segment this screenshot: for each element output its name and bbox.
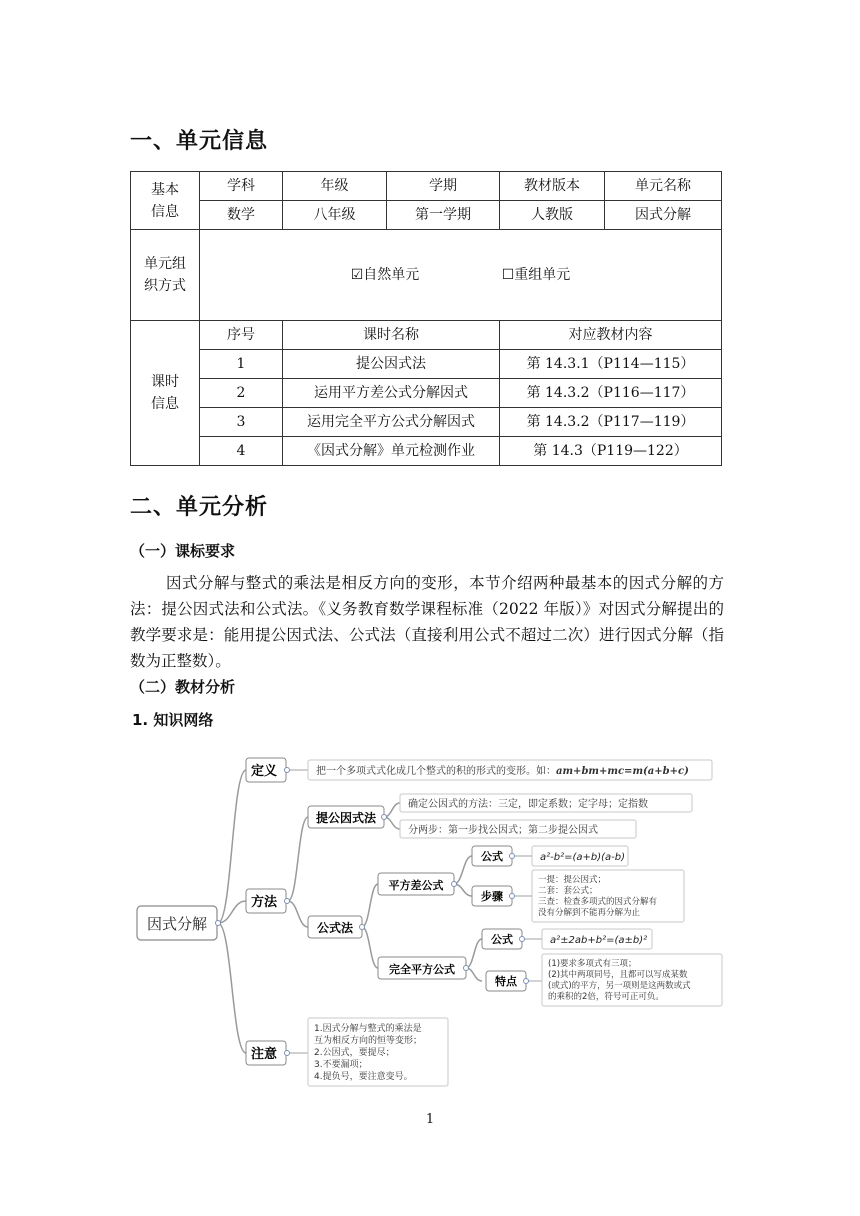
- value-cell: 人教版: [500, 201, 605, 230]
- diff-squares-node: 平方差公式: [388, 879, 444, 892]
- common-factor-note-2: 分两步：第一步找公因式；第二步提公因式: [408, 825, 598, 836]
- subsection-title-curriculum: （一）课标要求: [130, 542, 236, 560]
- header-cell: 年级: [283, 172, 387, 201]
- lesson-header-cell: 序号: [200, 321, 283, 350]
- common-factor-note-1: 确定公因式的方法：三定，即定系数；定字母；定指数: [408, 799, 648, 810]
- curriculum-paragraph: 因式分解与整式的乘法是相反方向的变形，本节介绍两种最基本的因式分解的方法：提公因式法和公式法。《义务教育数学课程标准（2022 年版）》对因式分解提出的教学要求是：能用提公因式法、公式法（直接利用公式不超过二次）进行因式分解（指数为正整数）。: [130, 574, 724, 670]
- table-row: 4 《因式分解》单元检测作业 第 14.3（P119—122）: [131, 437, 722, 466]
- value-cell: 因式分解: [605, 201, 722, 230]
- lesson-header-cell: 对应教材内容: [500, 321, 722, 350]
- ps-formula: a²±2ab+b²=(a±b)²: [550, 935, 648, 946]
- value-cell: 八年级: [283, 201, 387, 230]
- header-cell: 学科: [200, 172, 283, 201]
- header-cell: 教材版本: [500, 172, 605, 201]
- table-row: 2 运用平方差公式分解因式 第 14.3.2（P116—117）: [131, 379, 722, 408]
- perfect-square-node: 完全平方公式: [389, 963, 455, 976]
- method-node: 方法: [250, 895, 278, 910]
- page-number: 1: [425, 1112, 435, 1127]
- definition-formula: am+bm+mc=m(a+b+c): [556, 766, 689, 777]
- common-factor-node: 提公因式法: [315, 811, 377, 825]
- header-cell: 学期: [387, 172, 500, 201]
- ds-steps-label: 步骤: [481, 890, 503, 903]
- svg-text:把一个多项式式化成几个整式的积的形式的变形。如：am+bm+: [316, 764, 689, 777]
- header-cell: 单元名称: [605, 172, 722, 201]
- section-title-unit-info: 一、单元信息: [130, 129, 269, 154]
- ps-formula-label: 公式: [491, 933, 513, 946]
- definition-text: 把一个多项式式化成几个整式的积的形式的变形。如：: [316, 766, 556, 777]
- natural-unit-option: ☑自然单元: [350, 267, 420, 283]
- org-label: 单元组织方式: [131, 230, 200, 321]
- root-node: 因式分解: [146, 915, 208, 933]
- regroup-unit-option: ☐重组单元: [501, 267, 571, 283]
- value-cell: 数学: [200, 201, 283, 230]
- value-cell: 第一学期: [387, 201, 500, 230]
- notes-node: 注意: [250, 1047, 278, 1062]
- lesson-header-cell: 课时名称: [283, 321, 500, 350]
- ds-steps: 一提：提公因式； 二套：套公式； 三查：检查多项式的因式分解有 没有分解到不能再分解为止: [538, 875, 658, 918]
- ps-features: (1)要求多项式有三项； (2)其中两项同号，且都可以写成某数 (或式)的平方，另一项则是这两数或式 的乘积的2倍，符号可正可负。: [548, 959, 691, 1002]
- basic-info-label: 基本信息: [131, 172, 200, 230]
- ds-formula: a²-b²=(a+b)(a-b): [540, 852, 626, 863]
- section-title-unit-analysis: 二、单元分析: [130, 495, 269, 520]
- table-row: 3 运用完全平方公式分解因式 第 14.3.2（P117—119）: [131, 408, 722, 437]
- subsection-title-knowledge-network: 1. 知识网络: [132, 711, 214, 729]
- lesson-info-label: 课时信息: [131, 321, 200, 466]
- subsection-title-textbook: （二）教材分析: [130, 678, 236, 696]
- table-row: 1 提公因式法 第 14.3.1（P114—115）: [131, 350, 722, 379]
- ps-features-label: 特点: [495, 975, 517, 988]
- ds-formula-label: 公式: [481, 850, 503, 863]
- notes-list: 1.因式分解与整式的乘法是 互为相反方向的恒等变形； 2.公因式，要提尽； 3.不要漏项； 4.提负号，要注意变号。: [314, 1024, 423, 1082]
- definition-node: 定义: [250, 764, 278, 779]
- formula-method-node: 公式法: [316, 921, 354, 935]
